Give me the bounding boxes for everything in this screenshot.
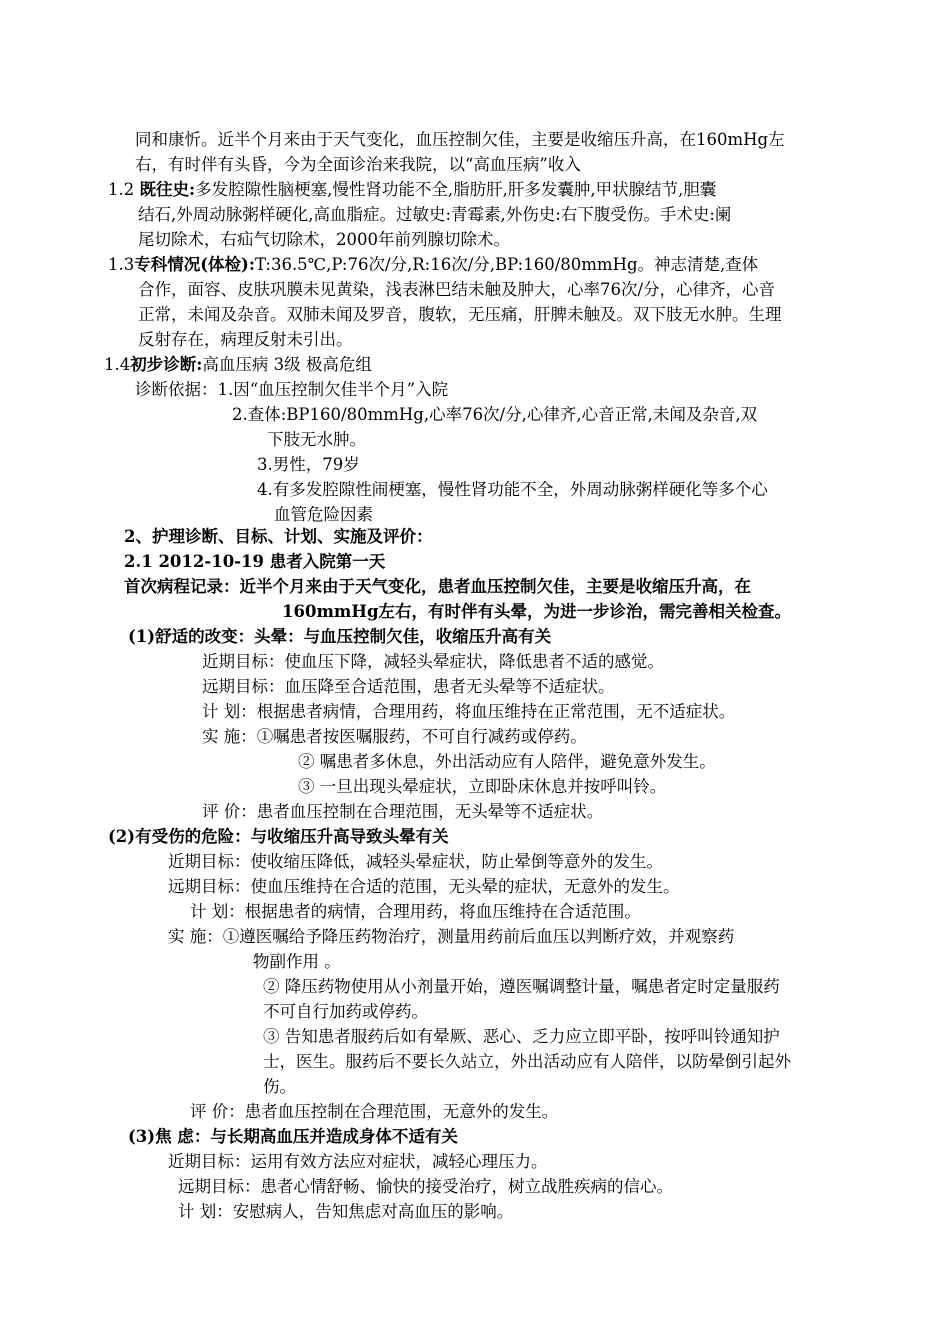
dx1-implement-1: 实 施：①嘱患者按医嘱服药，不可自行减药或停药。 (202, 727, 587, 746)
dx3-plan: 计 划：安慰病人，告知焦虑对高血压的影响。 (178, 1202, 514, 1221)
first-record-line-1: 首次病程记录：近半个月来由于天气变化，患者血压控制欠佳，主要是收缩压升高，在 (124, 577, 751, 596)
basis-line-1: 诊断依据：1.因“血压控制欠佳半个月”入院 (135, 380, 449, 399)
history-line-2: 右，有时伴有头昏，今为全面诊治来我院，以“高血压病”收入 (135, 155, 581, 174)
past-history-line-1 (108, 177, 716, 202)
day-1-heading: 2.1 2012-10-19 患者入院第一天 (124, 552, 386, 571)
exam-text: T:36.5℃,P:76次/分,R:16次/分,BP:160/80mmHg。神志清楚,查体 (254, 255, 759, 274)
basis-line-4: 4.有多发腔隙性闹梗塞，慢性肾功能不全，外周动脉粥样硬化等多个心 (257, 480, 768, 499)
past-history-label: 既往史: (139, 180, 196, 199)
exam-line-4: 反射存在，病理反射未引出。 (138, 330, 353, 349)
dx2-short-goal: 近期目标：使收缩压降低，减轻头晕症状，防止晕倒等意外的发生。 (168, 852, 663, 871)
past-history-line-3: 尾切除术，右疝气切除术，2000年前列腺切除术。 (138, 230, 510, 249)
basis-line-4b: 血管危险因素 (274, 505, 373, 524)
diagnosis-label: 初步诊断: (130, 355, 203, 374)
exam-line-1 (108, 252, 758, 277)
section-number: 1.2 (108, 180, 135, 199)
dx2-long-goal: 远期目标：使血压维持在合适的范围，无头晕的症状，无意外的发生。 (168, 877, 680, 896)
dx2-evaluation: 评 价：患者血压控制在合理范围，无意外的发生。 (190, 1102, 559, 1121)
dx2-implement-3: ③ 告知患者服药后如有晕厥、恶心、乏力应立即平卧，按呼叫铃通知护 (263, 1027, 780, 1046)
exam-label: 专科情况(体检): (134, 255, 255, 274)
dx3-long-goal: 远期目标：患者心情舒畅、愉快的接受治疗，树立战胜疾病的信心。 (178, 1177, 673, 1196)
dx1-implement-2: ② 嘱患者多休息，外出活动应有人陪伴，避免意外发生。 (298, 752, 716, 771)
past-history-line-2: 结石,外周动脉粥样硬化,高血脂症。过敏史:青霉素,外伤史:右下腹受伤。手术史:阑 (138, 205, 732, 224)
basis-line-3: 3.男性，79岁 (257, 455, 360, 474)
dx2-implement-1b: 物副作用 。 (253, 952, 341, 971)
dx1-evaluation: 评 价：患者血压控制在合理范围，无头晕等不适症状。 (202, 802, 604, 821)
nursing-dx-2-heading: (2)有受伤的危险：与收缩压升高导致头晕有关 (108, 827, 449, 846)
dx2-plan: 计 划：根据患者的病情，合理用药，将血压维持在合适范围。 (190, 902, 641, 921)
dx1-short-goal: 近期目标：使血压下降，减轻头晕症状，降低患者不适的感觉。 (202, 652, 664, 671)
dx1-long-goal: 远期目标：血压降至合适范围，患者无头晕等不适症状。 (202, 677, 615, 696)
dx2-implement-2b: 不可自行加药或停药。 (263, 1002, 428, 1021)
section-number: 1.4 (104, 355, 131, 374)
exam-line-2: 合作，面容、皮肤巩膜未见黄染，浅表淋巴结未触及肿大，心率76次/分，心律齐，心音 (138, 280, 776, 299)
dx2-implement-3b: 士，医生。服药后不要长久站立，外出活动应有人陪伴，以防晕倒引起外 (263, 1052, 791, 1071)
nursing-dx-1-heading: (1)舒适的改变：头晕：与血压控制欠佳，收缩压升高有关 (128, 627, 552, 646)
dx2-implement-2: ② 降压药物使用从小剂量开始，遵医嘱调整计量，嘱患者定时定量服药 (263, 977, 780, 996)
section-number: 1.3 (108, 255, 135, 274)
nursing-dx-3-heading: (3)焦 虑：与长期高血压并造成身体不适有关 (128, 1127, 458, 1146)
past-history-text: 多发腔隙性脑梗塞,慢性肾功能不全,脂肪肝,肝多发囊肿,甲状腺结节,胆囊 (195, 180, 717, 199)
diagnosis-line (104, 352, 372, 377)
diagnosis-text: 高血压病 3级 极高危组 (202, 355, 372, 374)
exam-line-3: 正常，未闻及杂音。双肺未闻及罗音，腹软，无压痛，肝脾未触及。双下肢无水肿。生理 (138, 305, 782, 324)
dx3-short-goal: 近期目标：运用有效方法应对症状，减轻心理压力。 (168, 1152, 548, 1171)
section-2-heading: 2、护理诊断、目标、计划、实施及评价： (124, 527, 433, 546)
dx1-implement-3: ③ 一旦出现头晕症状，立即卧床休息并按呼叫铃。 (298, 777, 667, 796)
dx2-implement-3c: 伤。 (263, 1077, 296, 1096)
dx2-implement-1: 实 施：①遵医嘱给予降压药物治疗，测量用药前后血压以判断疗效，并观察药 (168, 927, 735, 946)
history-line-1: 同和康忻。近半个月来由于天气变化，血压控制欠佳，主要是收缩压升高，在160mHg左 (135, 130, 785, 149)
basis-line-2b: 下肢无水肿。 (267, 430, 366, 449)
first-record-line-2: 160mmHg左右，有时伴有头晕，为进一步诊治，需完善相关检查。 (282, 602, 791, 621)
dx1-plan: 计 划：根据患者病情，合理用药，将血压维持在正常范围，无不适症状。 (202, 702, 736, 721)
basis-line-2: 2.查体:BP160/80mmHg,心率76次/分,心律齐,心音正常,未闻及杂音,双 (232, 405, 758, 424)
